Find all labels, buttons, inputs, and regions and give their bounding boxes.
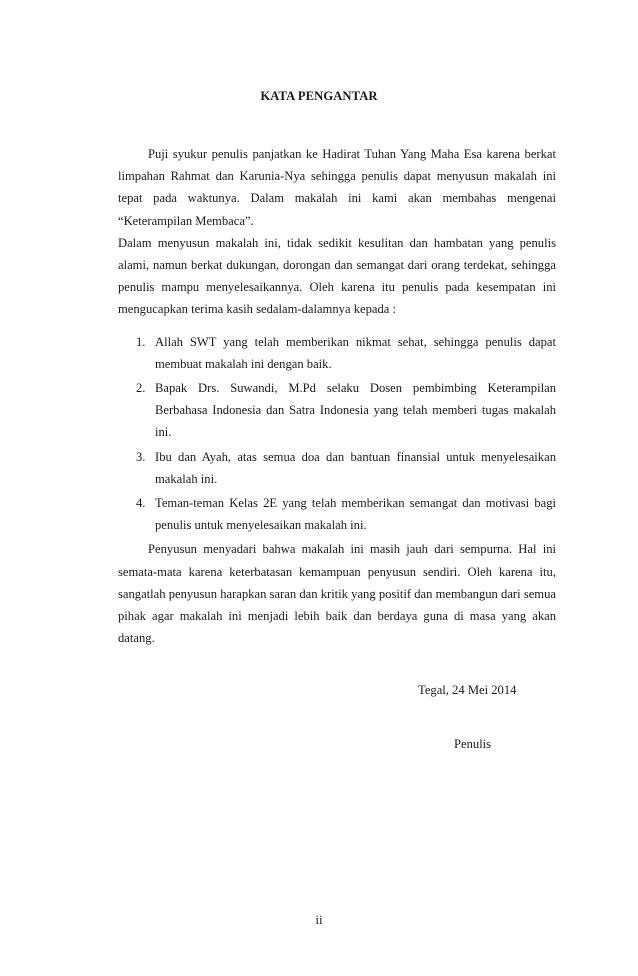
list-item-text: Ibu dan Ayah, atas semua doa dan bantuan finansial untuk menyelesaikan makalah ini. bbox=[155, 449, 556, 486]
paragraph-closing: Penyusun menyadari bahwa makalah ini masih jauh dari sempurna. Hal ini semata-mata karena keterbatasan kemampuan penyusun sendiri. Oleh karena itu, sangatlah penyusun harapkan saran dan kritik yang positif dan membangun dari semua pihak agar makalah ini menjadi lebih baik dan berdaya guna di masa yang akan datang. bbox=[118, 542, 556, 646]
list-item-text: Teman-teman Kelas 2E yang telah memberikan semangat dan motivasi bagi penulis untuk menyelesaikan makalah ini. bbox=[155, 496, 556, 533]
paragraph-thanks: Dalam menyusun makalah ini, tidak sedikit kesulitan dan hambatan yang penulis alami, namun berkat dukungan, dorongan dan semangat dari orang terdekat, sehingga penulis mampu menyelesaikannya. Oleh karena itu penulis pada kesempatan ini mengucapkan terima kasih sedalam-dalamnya kepada : bbox=[118, 235, 556, 317]
list-item bbox=[118, 446, 556, 490]
list-item bbox=[118, 331, 556, 375]
list-item-text: Allah SWT yang telah memberikan nikmat sehat, sehingga penulis dapat membuat makalah ini dengan baik. bbox=[155, 334, 556, 371]
signer: Penulis bbox=[454, 737, 492, 751]
page-number: ii bbox=[315, 913, 323, 927]
paragraph-intro: Puji syukur penulis panjatkan ke Hadirat Tuhan Yang Maha Esa karena berkat limpahan Rahmat dan Karunia-Nya sehingga penulis dapat menyusun makalah ini tepat pada waktunya. Dalam makalah ini kami akan membahas mengenai “Keterampilan Membaca”. bbox=[118, 147, 556, 228]
list-item-number: 2. bbox=[136, 381, 146, 396]
list-item-text: Bapak Drs. Suwandi, M.Pd selaku Dosen pembimbing Keterampilan Berbahasa Indonesia dan Satra Indonesia yang telah memberi tugas makalah ini. bbox=[155, 381, 556, 440]
list-item-number: 4. bbox=[136, 496, 146, 511]
list-item bbox=[118, 377, 556, 444]
acknowledgement-list bbox=[118, 331, 556, 537]
list-item bbox=[118, 492, 556, 536]
document-body bbox=[118, 143, 556, 649]
list-item-number: 3. bbox=[136, 449, 146, 464]
place-date: Tegal, 24 Mei 2014 bbox=[418, 683, 517, 697]
list-item-number: 1. bbox=[136, 334, 146, 349]
page-title: KATA PENGANTAR bbox=[260, 89, 378, 103]
